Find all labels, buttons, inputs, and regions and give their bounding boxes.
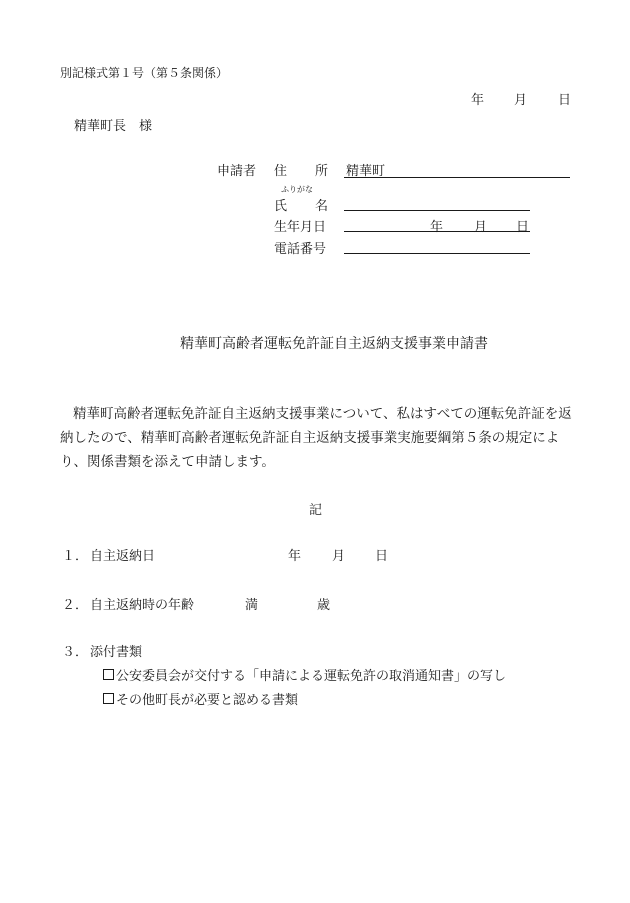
item-1-year: 年	[288, 549, 302, 564]
attachment-1-checkbox[interactable]	[103, 669, 114, 680]
item-2-prefix: 満	[245, 598, 259, 613]
item-2-number: ２．	[62, 598, 89, 613]
item-3-number: ３．	[62, 645, 89, 660]
name-underline	[344, 210, 530, 211]
birth-day-label: 日	[516, 220, 530, 235]
item-1-day: 日	[375, 549, 389, 564]
address-value: 精華町	[346, 164, 386, 179]
date-day-label: 日	[558, 93, 572, 108]
phone-underline	[344, 253, 530, 254]
name-label-2: 名	[315, 199, 329, 214]
addressee: 精華町長 様	[74, 119, 153, 134]
address-label-2: 所	[315, 164, 329, 179]
birth-year-label: 年	[430, 220, 444, 235]
address-underline	[344, 177, 570, 178]
phone-label: 電話番号	[274, 242, 327, 257]
body-paragraph: 精華町高齢者運転免許証自主返納支援事業について、私はすべての運転免許証を返納したので、精華町高齢者運転免許証自主返納支援事業実施要綱第５条の規定により、関係書類を添えて申請します。	[60, 406, 572, 470]
date-month-label: 月	[514, 93, 528, 108]
document-title: 精華町高齢者運転免許証自主返納支援事業申請書	[180, 336, 488, 352]
item-2-suffix: 歳	[317, 598, 331, 613]
birthdate-underline	[344, 231, 530, 232]
furigana-label: ふりがな	[281, 185, 313, 194]
address-label-1: 住	[274, 164, 288, 179]
name-label-1: 氏	[274, 199, 288, 214]
attachment-row-2	[103, 689, 298, 708]
item-1-month: 月	[332, 549, 346, 564]
form-number: 別記様式第１号（第５条関係）	[60, 66, 229, 80]
date-year-label: 年	[471, 93, 485, 108]
birthdate-label: 生年月日	[274, 220, 327, 235]
birth-month-label: 月	[474, 220, 488, 235]
attachment-row-1	[103, 665, 506, 684]
applicant-label: 申請者	[217, 164, 257, 179]
item-1-number: １．	[62, 549, 89, 564]
attachment-1-text: 公安委員会が交付する「申請による運転免許の取消通知書」の写し	[116, 669, 507, 684]
attachment-2-checkbox[interactable]	[103, 693, 114, 704]
ki-label: 記	[309, 503, 323, 518]
attachment-2-text: その他町長が必要と認める書類	[116, 693, 299, 708]
item-3-label: 添付書類	[90, 645, 143, 660]
item-2-label: 自主返納時の年齢	[90, 598, 195, 613]
item-1-label: 自主返納日	[90, 549, 156, 564]
